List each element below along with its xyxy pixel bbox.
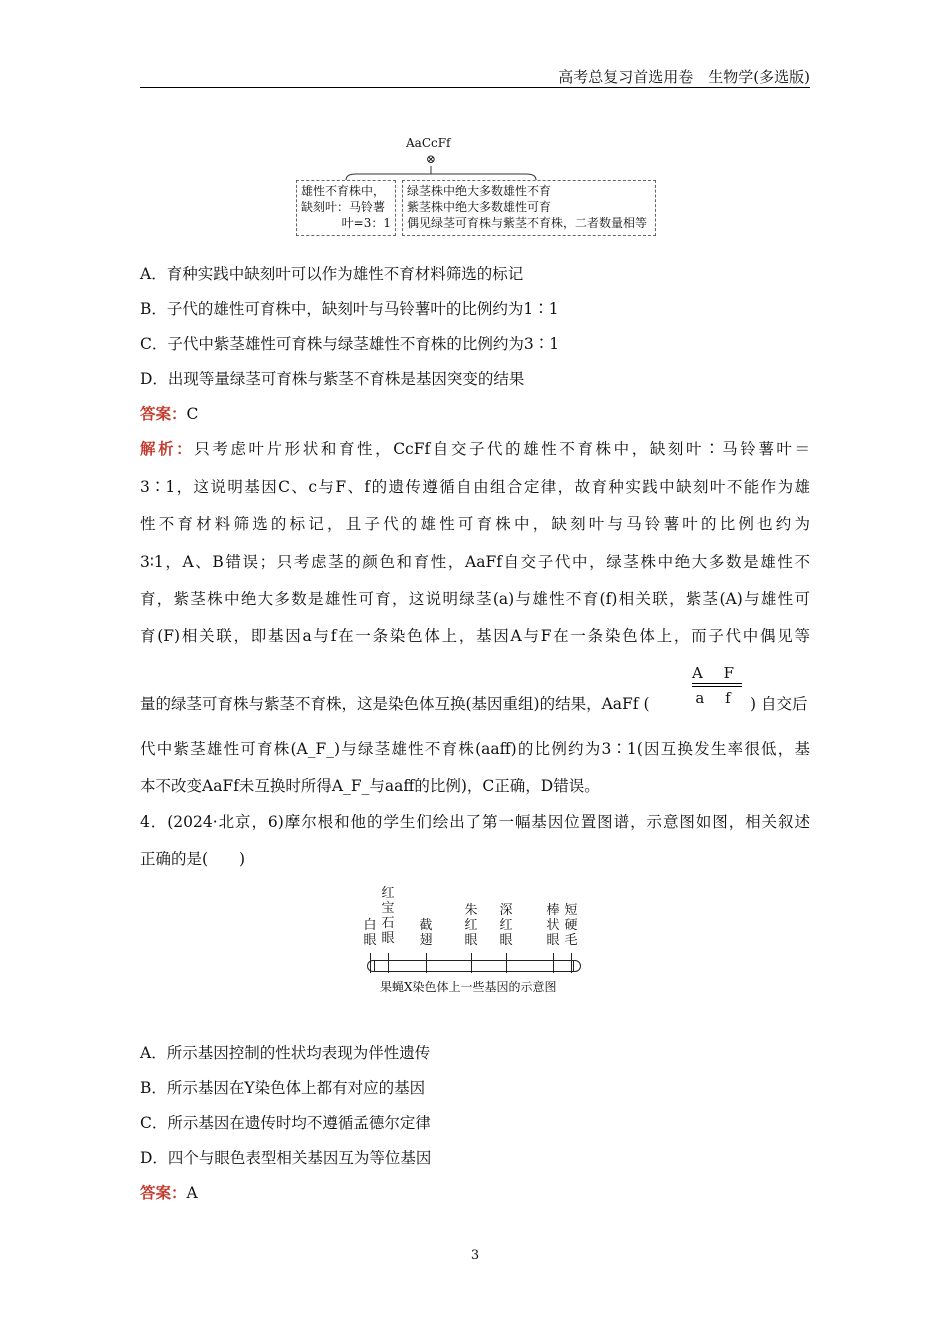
parent-genotype: AaCcFf xyxy=(406,136,451,150)
answer-value: A xyxy=(186,1184,198,1202)
cross-diagram xyxy=(296,130,656,238)
fraction-bar xyxy=(692,683,742,684)
answer-label: 答案： xyxy=(140,1183,187,1202)
answer-value: C xyxy=(186,405,199,423)
box1-line: 叶=3：1 xyxy=(341,216,391,230)
analysis-line xyxy=(140,437,810,459)
gene-label: 白 眼 xyxy=(363,918,377,948)
gene-locus xyxy=(506,953,507,973)
analysis-label: 解析： xyxy=(140,439,195,458)
q3-option-b: B．子代的雄性可育株中，缺刻叶与马铃薯叶的比例约为1∶1 xyxy=(140,300,559,318)
header-rule xyxy=(140,87,810,88)
fraction-top: A F xyxy=(692,664,743,682)
q4-option-a: A．所示基因控制的性状均表现为伴性遗传 xyxy=(140,1044,431,1062)
page-number: 3 xyxy=(470,1248,480,1263)
q4-option-b: B．所示基因在Y染色体上都有对应的基因 xyxy=(140,1079,426,1097)
analysis-line: 3∶1，这说明基因C、c与F、f的遗传遵循自由组合定律，故育种实践中缺刻叶不能作为雄 xyxy=(140,478,810,496)
box1-line: 缺刻叶：马铃薯 xyxy=(301,200,386,214)
gene-locus xyxy=(571,953,572,973)
gene-label: 深 红 眼 xyxy=(499,903,513,948)
gene-label: 红 宝 石 眼 xyxy=(381,886,395,946)
self-cross-symbol: ⊗ xyxy=(426,152,437,166)
gene-locus xyxy=(370,953,371,973)
gene-locus xyxy=(388,953,389,973)
gene-locus xyxy=(553,953,554,973)
q3-option-d: D．出现等量绿茎可育株与紫茎不育株是基因突变的结果 xyxy=(140,370,525,388)
box2-line: 绿茎株中绝大多数雄性不育 xyxy=(407,184,552,198)
analysis-line: 本不改变AaFf未互换时所得A_F_与aaff的比例)，C正确，D错误。 xyxy=(140,777,600,795)
fraction-bar xyxy=(692,686,742,687)
q3-answer xyxy=(140,402,198,424)
gene-label: 截 翅 xyxy=(419,918,433,948)
answer-label: 答案： xyxy=(140,404,187,423)
box1-line: 雄性不育株中， xyxy=(301,184,386,198)
q4-answer xyxy=(140,1181,198,1203)
gene-label: 棒 状 眼 xyxy=(546,903,560,948)
male-sterile-box xyxy=(296,180,396,236)
q4-stem: 4．(2024·北京，6)摩尔根和他的学生们绘出了第一幅基因位置图谱，示意图如图，相关叙述 xyxy=(140,813,810,831)
cross-bracket xyxy=(296,130,656,182)
figure-caption: 果蝇X染色体上一些基因的示意图 xyxy=(380,980,557,994)
chromosome-end xyxy=(573,960,574,972)
analysis-line: 育(F)相关联，即基因a与f在一条染色体上，基因A与F在一条染色体上，而子代中偶见等 xyxy=(140,627,810,645)
analysis-line-after-fraction: ) 自交后 xyxy=(750,695,808,713)
analysis-line: 代中紫茎雄性可育株(A_F_)与绿茎雄性不育株(aaff)的比例约为3∶1(因互换发生率很低，基 xyxy=(140,740,810,758)
analysis-line-before-fraction: 量的绿茎可育株与紫茎不育株，这是染色体互换(基因重组)的结果，AaFf ( xyxy=(140,695,650,713)
chromosome-fraction xyxy=(692,664,742,707)
q4-option-c: C．所示基因在遗传时均不遵循孟德尔定律 xyxy=(140,1114,431,1132)
gene-label: 短 硬 毛 xyxy=(564,903,578,948)
gene-locus xyxy=(426,953,427,973)
x-chromosome-gene-map xyxy=(360,886,590,996)
chromosome-end xyxy=(374,960,375,972)
box2-line: 偶见绿茎可育株与紫茎不育株，二者数量相等 xyxy=(407,216,648,230)
analysis-line: 性不育材料筛选的标记，且子代的雄性可育株中，缺刻叶与马铃薯叶的比例也约为 xyxy=(140,515,810,533)
stem-color-box xyxy=(402,180,656,236)
analysis-line: 育，紫茎株中绝大多数是雄性可育，这说明绿茎(a)与雄性不育(f)相关联，紫茎(A)与雄性可 xyxy=(140,590,810,608)
q3-option-a: A．育种实践中缺刻叶可以作为雄性不育材料筛选的标记 xyxy=(140,265,524,283)
fraction-bottom: a f xyxy=(695,689,739,707)
analysis-text: 只考虑叶片形状和育性，CcFf自交子代的雄性不育株中，缺刻叶∶马铃薯叶＝ xyxy=(194,440,810,458)
header-title: 高考总复习首选用卷 生物学(多选版) xyxy=(558,68,810,86)
gene-label: 朱 红 眼 xyxy=(464,903,478,948)
analysis-line: 3∶1，A、B错误；只考虑茎的颜色和育性，AaFf自交子代中，绿茎株中绝大多数是雄性不 xyxy=(140,553,810,571)
q4-stem: 正确的是( ) xyxy=(140,850,246,868)
box2-line: 紫茎株中绝大多数雄性可育 xyxy=(407,200,552,214)
q3-option-c: C．子代中紫茎雄性可育株与绿茎雄性不育株的比例约为3∶1 xyxy=(140,335,560,353)
gene-locus xyxy=(471,953,472,973)
chromosome-bar xyxy=(367,960,581,972)
q4-option-d: D．四个与眼色表型相关基因互为等位基因 xyxy=(140,1149,432,1167)
